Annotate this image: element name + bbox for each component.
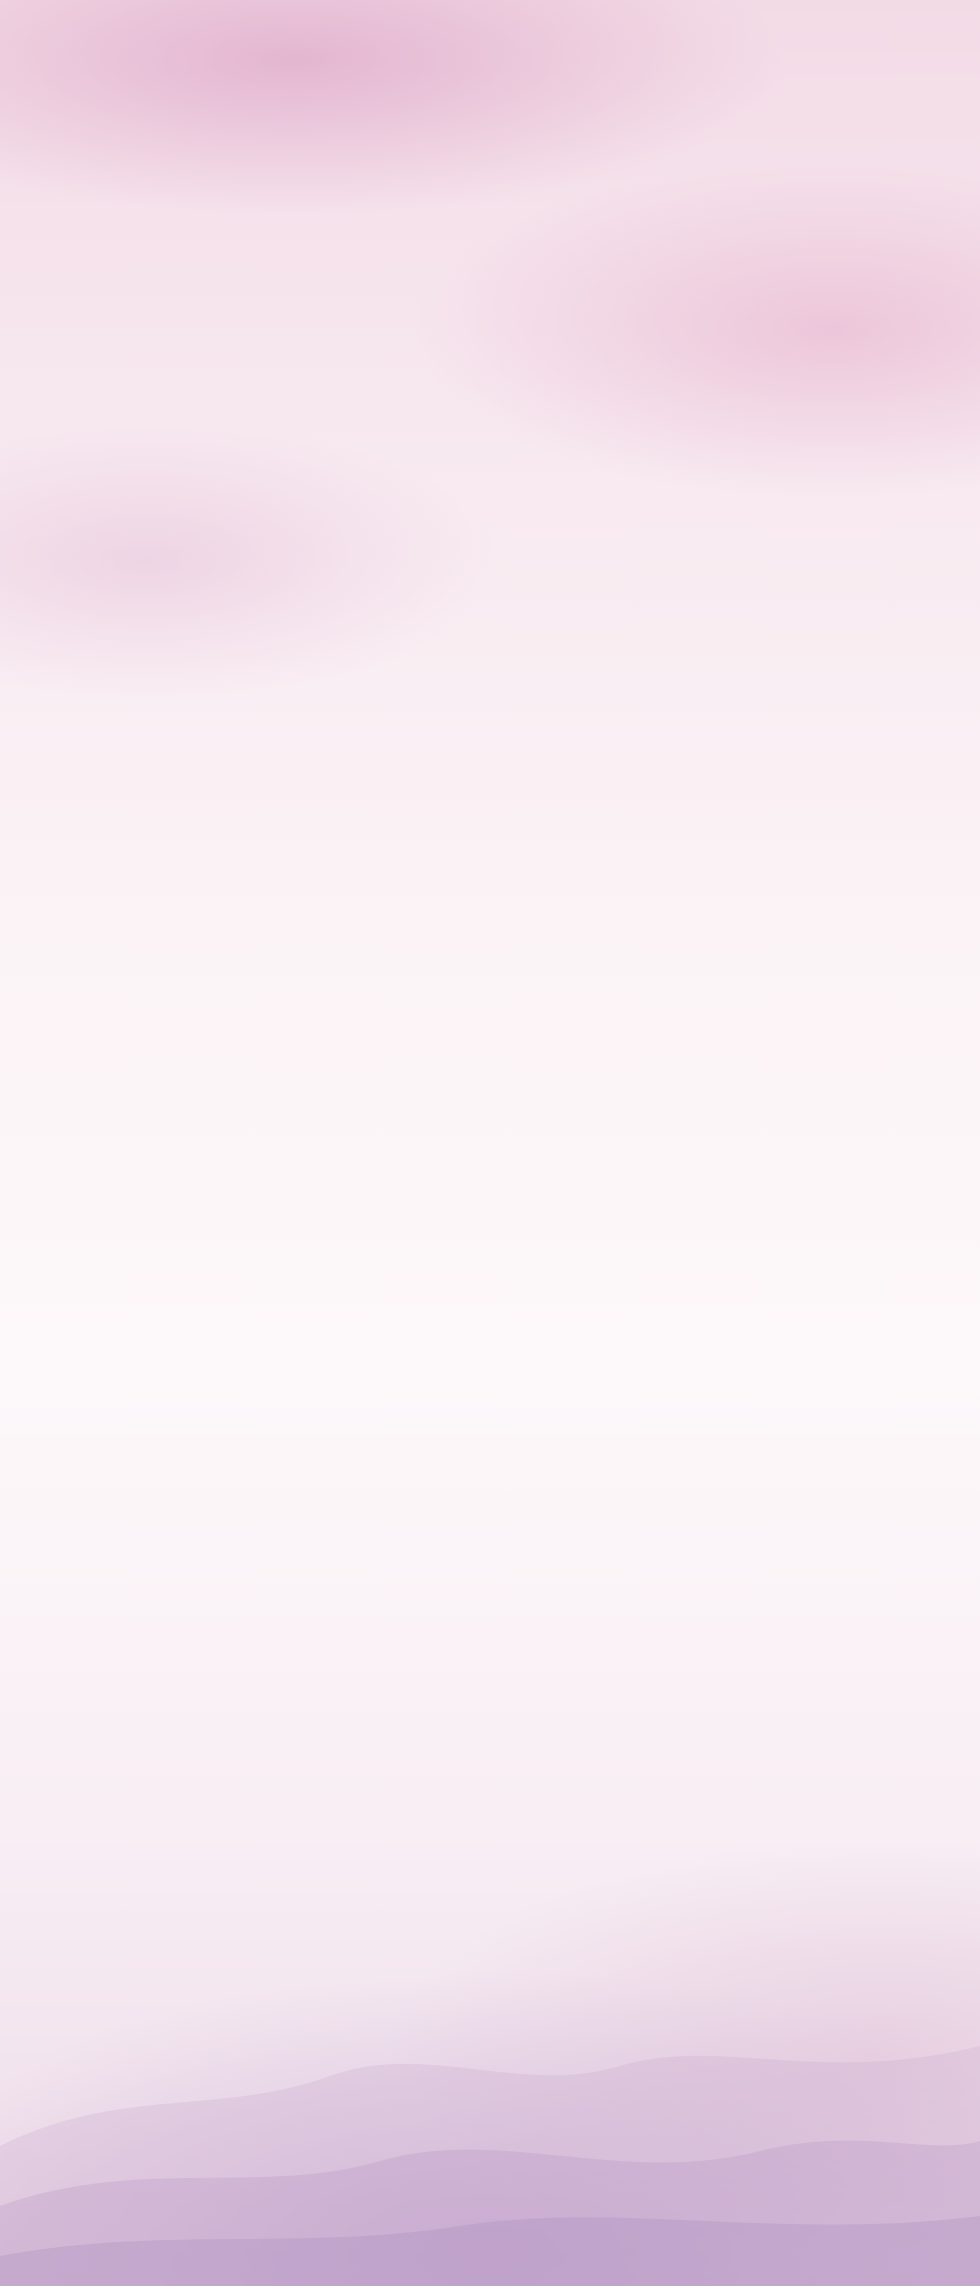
mountain-background (0, 1906, 980, 2286)
